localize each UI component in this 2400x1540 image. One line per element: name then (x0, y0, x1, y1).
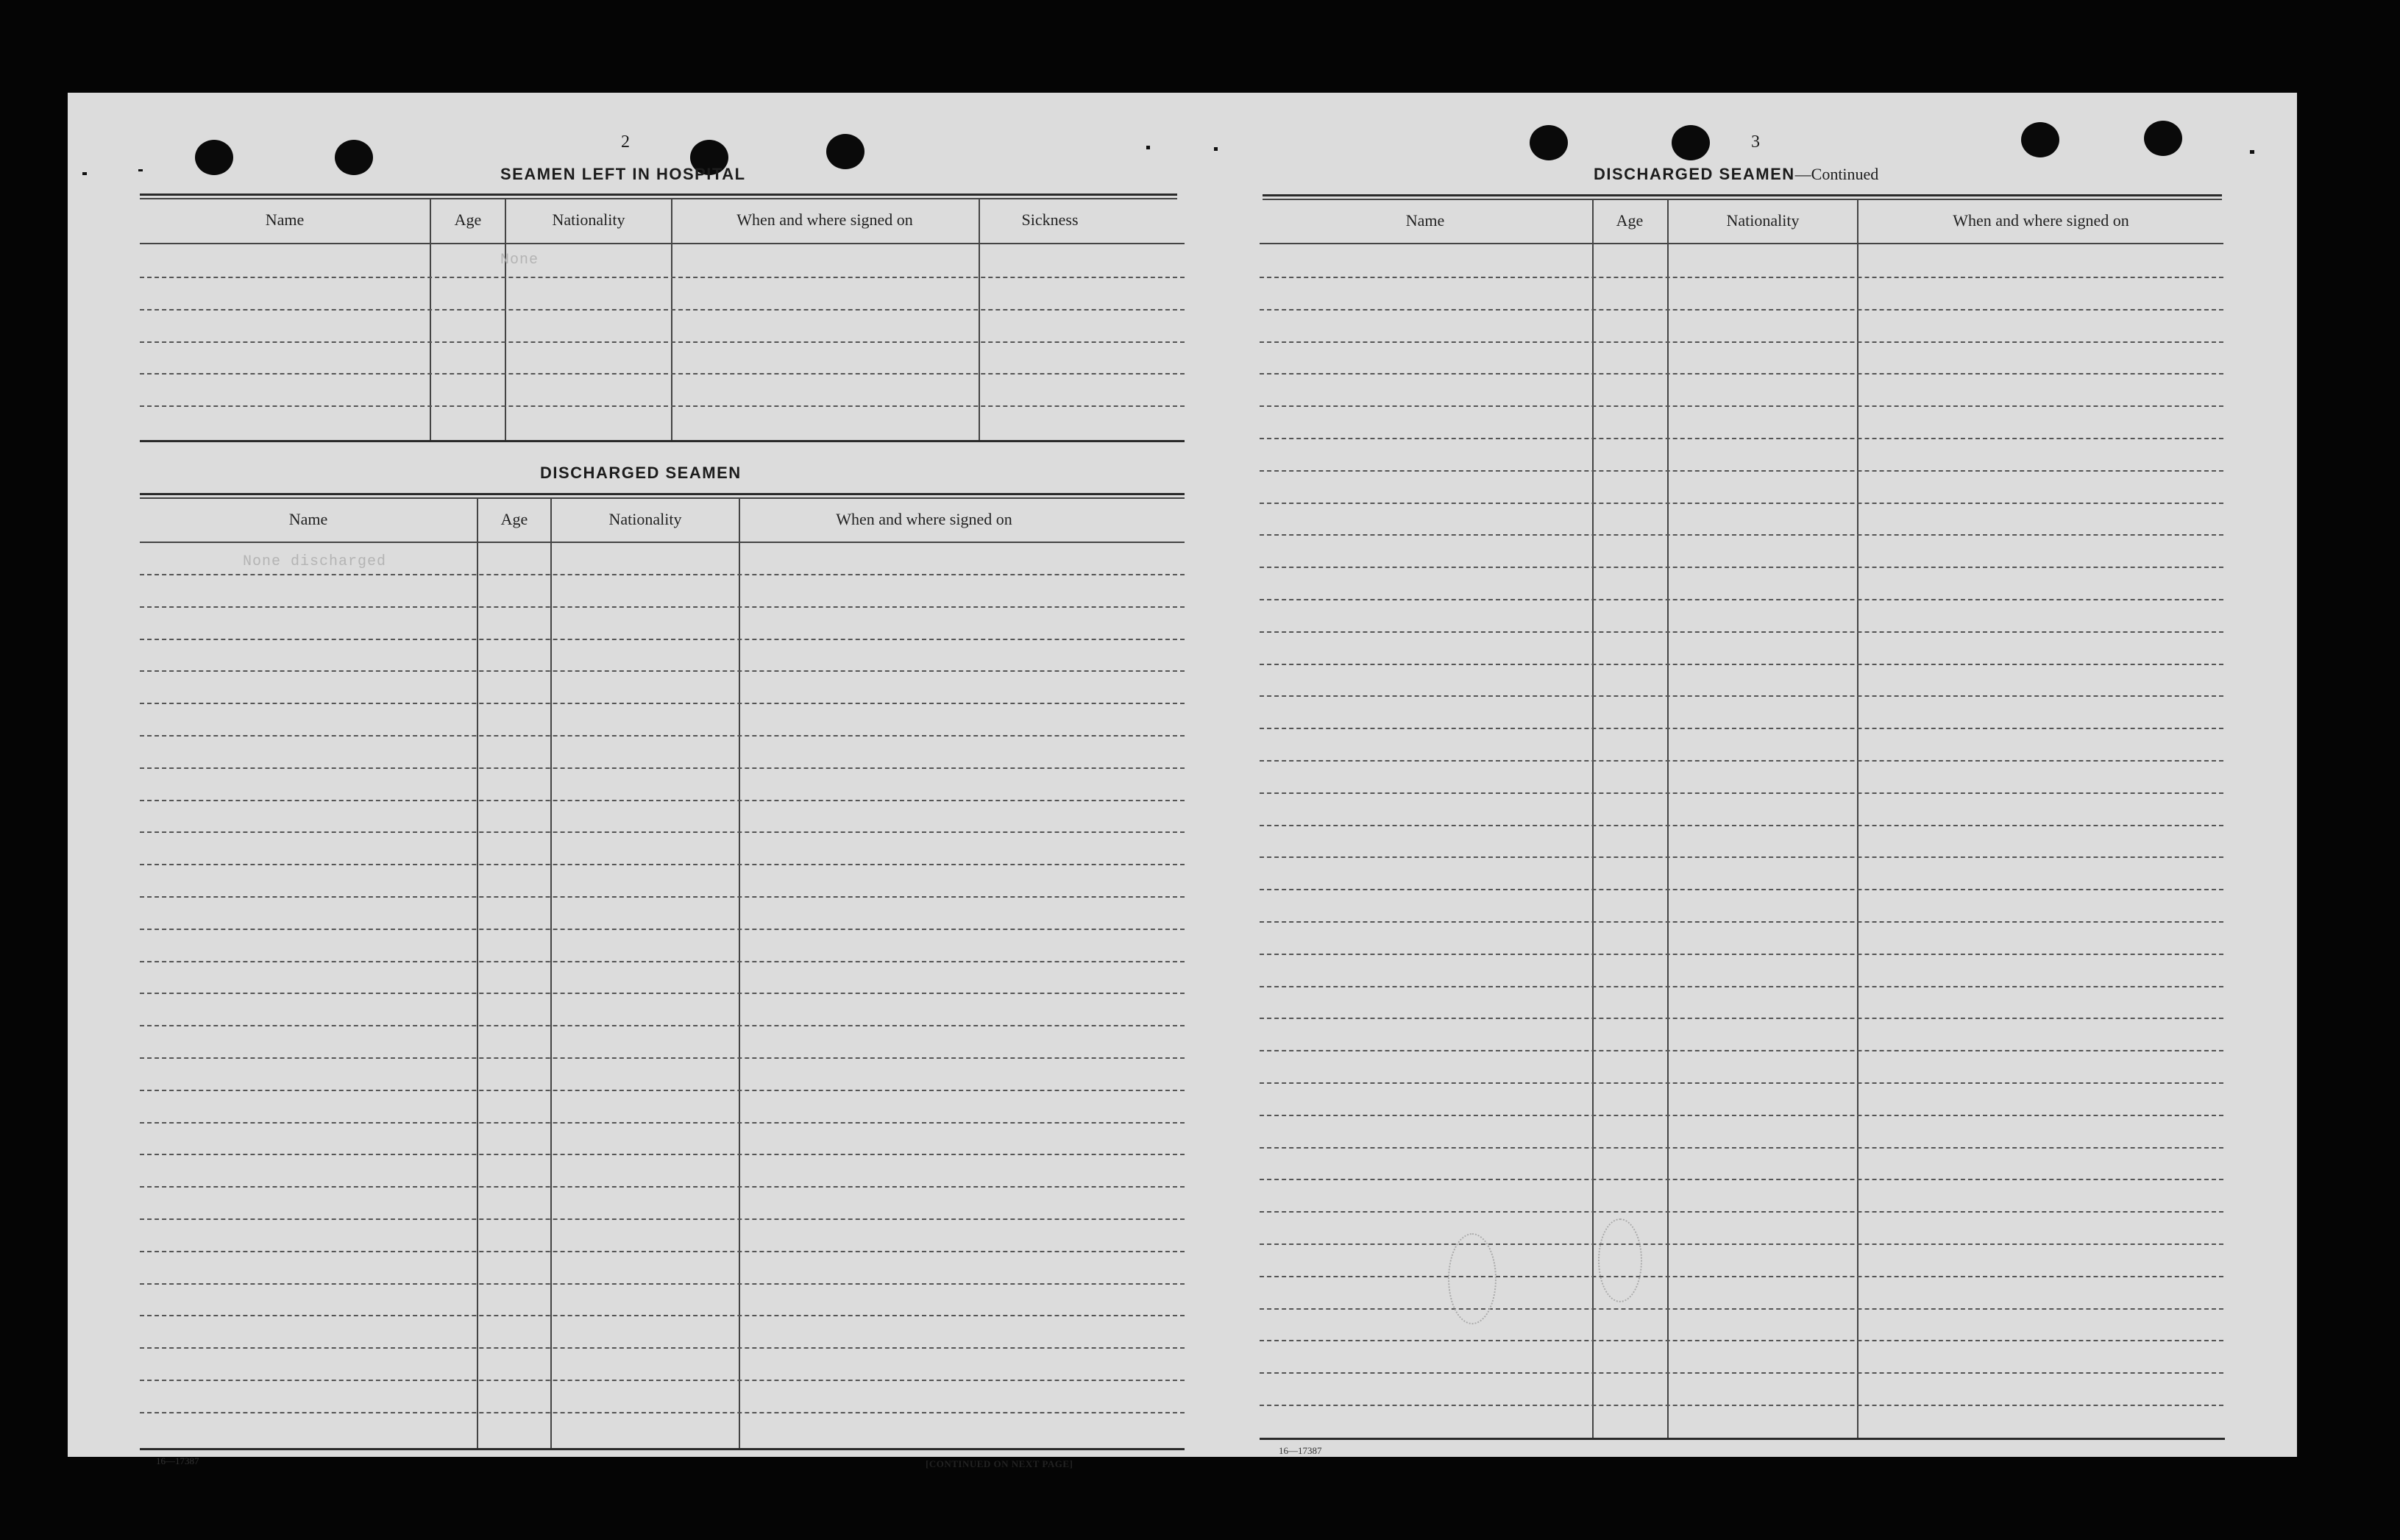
table-row-line (1260, 664, 2223, 665)
table-row-line (1260, 503, 2223, 504)
table-row-line (140, 993, 1185, 994)
continued-table-bottom-rule (1260, 1438, 2225, 1440)
hospital-row-line (140, 341, 1185, 343)
hospital-row-line (140, 373, 1185, 375)
scan-mark (1214, 147, 1218, 151)
hospital-row-line (140, 309, 1185, 311)
table-row-line (1260, 599, 2223, 600)
table-row-line (1260, 1340, 2223, 1341)
table-row-line (140, 1057, 1185, 1059)
table-row-line (140, 574, 1185, 575)
continued-table-top-rule (1263, 194, 2222, 196)
continued-col-divider (1667, 199, 1669, 1438)
table-row-line (1260, 728, 2223, 729)
discharged-continued-title-main: DISCHARGED SEAMEN (1594, 165, 1795, 183)
ink-speckle (1598, 1218, 1642, 1302)
punch-hole (1672, 125, 1710, 160)
continued-note: [CONTINUED ON NEXT PAGE] (926, 1458, 1073, 1469)
table-row-line (1260, 954, 2223, 955)
table-row-line (140, 1380, 1185, 1381)
table-row-line (1260, 1115, 2223, 1116)
manifest-sheet (68, 93, 2297, 1469)
punch-hole (2144, 121, 2182, 156)
table-row-line (140, 735, 1185, 737)
hospital-col-name: Name (265, 210, 305, 229)
hospital-header-rule (140, 243, 1185, 244)
hospital-col-when-where: When and where signed on (736, 210, 913, 229)
table-row-line (140, 1315, 1185, 1316)
table-row-line (1260, 1082, 2223, 1084)
punch-hole (1530, 125, 1568, 160)
table-row-line (1260, 986, 2223, 987)
table-row-line (1260, 1243, 2223, 1245)
table-row-line (1260, 825, 2223, 826)
hospital-table-bottom-rule (140, 440, 1185, 442)
table-row-line (1260, 405, 2223, 407)
table-row-line (140, 767, 1185, 769)
discharged-table-bottom-rule (140, 1448, 1185, 1450)
scan-mark (2250, 150, 2254, 154)
table-row-line (1260, 1308, 2223, 1310)
continued-col-divider (1592, 199, 1594, 1438)
table-row-line (1260, 567, 2223, 568)
continued-header-rule (1260, 243, 2223, 244)
table-row-line (140, 800, 1185, 801)
table-row-line (1260, 792, 2223, 794)
table-row-line (1260, 309, 2223, 311)
punch-hole (335, 140, 373, 175)
punch-hole (195, 140, 233, 175)
table-row-line (140, 1412, 1185, 1413)
table-row-line (140, 1090, 1185, 1091)
punch-hole (826, 134, 865, 169)
table-row-line (1260, 921, 2223, 923)
table-row-line (1260, 470, 2223, 472)
table-row-line (140, 961, 1185, 962)
table-row-line (140, 1347, 1185, 1349)
punch-hole (2021, 122, 2059, 157)
table-row-line (140, 1283, 1185, 1285)
table-row-line (1260, 1147, 2223, 1149)
discharged-col-nationality: Nationality (608, 510, 682, 528)
discharged-col-when-where: When and where signed on (836, 510, 1012, 528)
hospital-col-age: Age (454, 210, 482, 229)
table-row-line (1260, 856, 2223, 858)
table-row-line (1260, 631, 2223, 633)
table-row-line (140, 929, 1185, 930)
page-number-right: 3 (1751, 132, 1760, 152)
table-row-line (1260, 1276, 2223, 1277)
table-row-line (1260, 1405, 2223, 1406)
table-row-line (1260, 1179, 2223, 1180)
table-row-line (140, 864, 1185, 865)
table-row-line (140, 703, 1185, 704)
table-row-line (1260, 1050, 2223, 1051)
hospital-table-top-rule (140, 194, 1177, 196)
table-row-line (1260, 889, 2223, 890)
table-row-line (1260, 1211, 2223, 1213)
scan-mark (1146, 146, 1150, 149)
scan-mark (82, 172, 87, 175)
discharged-table-top-rule (140, 497, 1185, 499)
discharged-table-top-rule (140, 493, 1185, 495)
table-row-line (1260, 373, 2223, 375)
discharged-col-name: Name (288, 510, 328, 528)
discharged-continued-title (1594, 165, 1878, 184)
table-row-line (1260, 695, 2223, 697)
discharged-continued-suffix: —Continued (1794, 165, 1879, 183)
hospital-row-line (140, 277, 1185, 278)
continued-table-top-rule (1263, 199, 2222, 200)
table-row-line (1260, 438, 2223, 439)
table-row-line (140, 1025, 1185, 1026)
table-row-line (140, 606, 1185, 608)
discharged-entry-text: None discharged (243, 553, 387, 570)
hospital-entry-text: None (500, 252, 539, 269)
table-row-line (1260, 1372, 2223, 1374)
continued-col-when-where: When and where signed on (1953, 211, 2129, 230)
ink-speckle (1448, 1233, 1497, 1324)
form-code-left: 16—17387 (156, 1455, 199, 1466)
page-number-left: 2 (621, 132, 630, 152)
discharged-section-title: DISCHARGED SEAMEN (540, 464, 742, 482)
discharged-col-age: Age (500, 510, 528, 528)
table-row-line (1260, 341, 2223, 343)
table-row-line (140, 831, 1185, 833)
scan-mark (138, 169, 143, 171)
table-row-line (1260, 277, 2223, 278)
discharged-header-rule (140, 542, 1185, 543)
table-row-line (140, 639, 1185, 640)
hospital-col-sickness: Sickness (1021, 210, 1079, 229)
continued-col-divider (1857, 199, 1858, 1438)
table-row-line (1260, 760, 2223, 762)
table-row-line (140, 1186, 1185, 1188)
hospital-section-title: SEAMEN LEFT IN HOSPITAL (500, 165, 746, 183)
continued-col-nationality: Nationality (1726, 211, 1800, 230)
hospital-row-line (140, 405, 1185, 407)
continued-col-name: Name (1405, 211, 1445, 230)
table-row-line (1260, 534, 2223, 536)
table-row-line (140, 670, 1185, 672)
table-row-line (140, 1218, 1185, 1220)
table-row-line (140, 896, 1185, 898)
form-code-right: 16—17387 (1279, 1445, 1322, 1456)
table-row-line (140, 1251, 1185, 1252)
table-row-line (140, 1122, 1185, 1124)
continued-col-age: Age (1616, 211, 1644, 230)
hospital-table-top-rule (140, 198, 1177, 199)
table-row-line (140, 1154, 1185, 1155)
table-row-line (1260, 1018, 2223, 1019)
hospital-col-nationality: Nationality (552, 210, 625, 229)
